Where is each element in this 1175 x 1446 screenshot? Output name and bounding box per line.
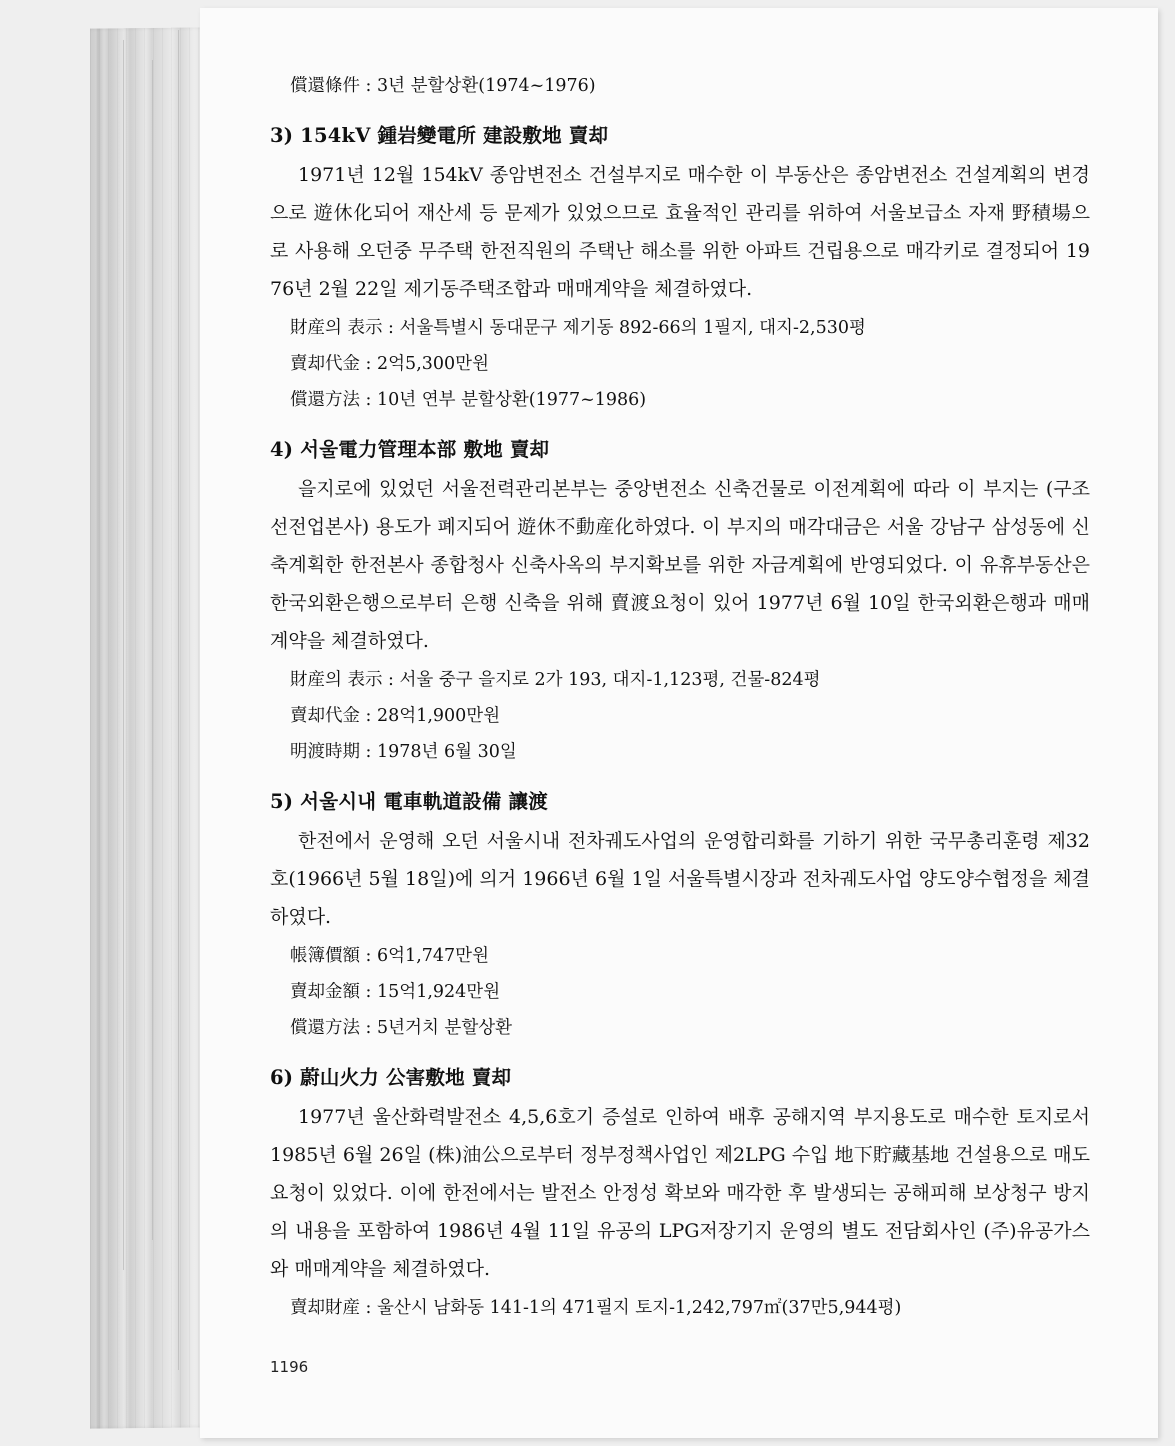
body-paragraph: 한전에서 운영해 오던 서울시내 전차궤도사업의 운영합리화를 기하기 위한 국무총리훈령 제32호(1966년 5월 18일)에 의거 1966년 6월 1일 서울특별시장과 전차궤도사업 양도양수협정을 체결하였다. (270, 830, 1090, 928)
section-heading: 4) 서울電力管理本部 敷地 賣却 (270, 438, 550, 461)
section-heading: 5) 서울시내 電車軌道設備 讓渡 (270, 790, 548, 813)
page-text-column (270, 68, 1090, 1326)
detail-line: 財産의 表示 : 서울특별시 동대문구 제기동 892-66의 1필지, 대지-2,530평 (290, 318, 866, 338)
detail-line: 賣却財産 : 울산시 남화동 141-1의 471필지 토지-1,242,797㎡(37만5,944평) (290, 1298, 902, 1318)
body-paragraph: 1971년 12월 154kV 종암변전소 건설부지로 매수한 이 부동산은 종암변전소 건설계획의 변경으로 遊休化되어 재산세 등 문제가 있었으므로 효율적인 관리를 위하여 서울보급소 자재 野積場으로 사용해 오던중 무주택 한전직원의 주택난 해소를 위한 아파트 건립용으로 매각키로 결정되어 1976년 2월 22일 제기동주택조합과 매매계약을 체결하였다. (270, 164, 1090, 300)
detail-line: 賣却代金 : 2억5,300만원 (290, 354, 489, 374)
body-paragraph: 1977년 울산화력발전소 4,5,6호기 증설로 인하여 배후 공해지역 부지용도로 매수한 토지로서 1985년 6월 26일 (株)油公으로부터 정부정책사업인 제2LPG 수입 地下貯藏基地 건설용으로 매도요청이 있었다. 이에 한전에서는 발전소 안정성 확보와 매각한 후 발생되는 공해피해 보상청구 방지의 내용을 포함하여 1986년 4월 11일 유공의 LPG저장기지 운영의 별도 전담회사인 (주)유공가스와 매매계약을 체결하였다. (270, 1106, 1090, 1280)
body-paragraph: 을지로에 있었던 서울전력관리본부는 중앙변전소 신축건물로 이전계획에 따라 이 부지는 (구조선전업본사) 용도가 폐지되어 遊休不動産化하였다. 이 부지의 매각대금은 서울 강남구 삼성동에 신축계획한 한전본사 종합청사 신축사옥의 부지확보를 위한 자금계획에 반영되었다. 이 유휴부동산은 한국외환은행으로부터 은행 신축을 위해 賣渡요청이 있어 1977년 6월 10일 한국외환은행과 매매계약을 체결하였다. (270, 478, 1090, 652)
detail-line: 賣却金額 : 15억1,924만원 (290, 982, 501, 1002)
section-heading: 6) 蔚山火力 公害敷地 賣却 (270, 1066, 512, 1089)
scan-artifact-line (123, 40, 124, 1270)
document-page (200, 8, 1158, 1438)
detail-line: 帳簿價額 : 6억1,747만원 (290, 946, 489, 966)
detail-line: 償還條件 : 3년 분할상환(1974~1976) (290, 76, 596, 96)
detail-line: 明渡時期 : 1978년 6월 30일 (290, 742, 517, 762)
section-heading: 3) 154kV 鍾岩變電所 建設敷地 賣却 (270, 124, 609, 147)
detail-line: 財産의 表示 : 서울 중구 을지로 2가 193, 대지-1,123평, 건물-824평 (290, 670, 821, 690)
detail-line: 償還方法 : 5년거치 분할상환 (290, 1018, 513, 1038)
page-number: 1196 (270, 1358, 309, 1376)
book-spine-pages (90, 27, 205, 1428)
detail-line: 償還方法 : 10년 연부 분할상환(1977~1986) (290, 390, 647, 410)
scan-artifact-line (178, 30, 179, 1370)
detail-line: 賣却代金 : 28억1,900만원 (290, 706, 501, 726)
scan-artifact-line (152, 60, 153, 1240)
